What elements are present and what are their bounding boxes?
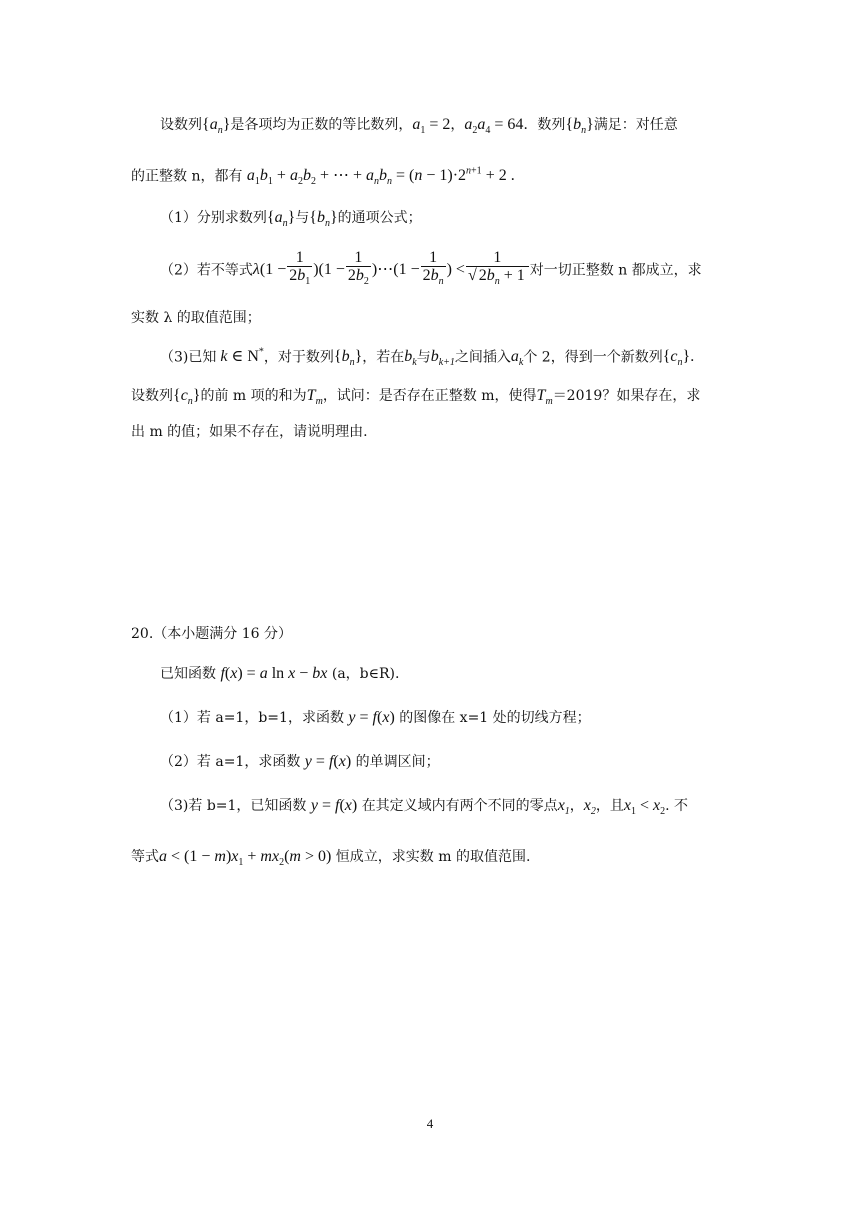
p20-part-3-line-2: [131, 847, 731, 873]
math-ak: $a_k$: [510, 348, 524, 369]
text: 之间插入: [454, 349, 511, 366]
p19-part-3-line-2: [131, 386, 731, 412]
math-ineq-m: $a < (1 - m)x_1 + mx_2(m > 0)$: [159, 848, 332, 869]
math-x1-lt-x2: $x_1 < x_2$: [623, 797, 666, 818]
text: 对一切正整数 n 都成立，求: [529, 262, 702, 279]
p19-line-1: 设数列$\{a_n\}$是各项均为正数的等比数列，$a_1 = 2$，$a_2a_4 = 64$．数列$\{b_n\}$满足：对任意: [160, 116, 678, 137]
math-seq-b: $\{b_n\}$: [565, 116, 594, 137]
text: ，试问：是否存在正整数 m，使得: [322, 388, 537, 404]
p19-part-3-line-3: [131, 422, 731, 442]
text: 与: [295, 210, 310, 226]
text: 恒成立，求实数 m 的取值范围.: [335, 849, 531, 865]
math-Tm: $T_m$: [306, 387, 323, 408]
text: （2）若不等式: [160, 262, 253, 279]
math-x2: $x_2$: [583, 797, 596, 818]
p20-part-3: （3)若 b=1，已知函数 y = f(x) 在其定义域内有两个不同的零点$x_1$，$x_2$，且$x_1 < x_2$. 不: [160, 797, 689, 818]
text: 是各项均为正数的等比数列，: [230, 117, 413, 133]
math-seq-a: $\{a_n\}$: [202, 116, 231, 137]
math-k-in-N: k ∈ N*: [220, 347, 264, 366]
math-seq-b: $\{b_n\}$: [333, 348, 363, 369]
math-seq-c: $\{c_n\}$: [173, 387, 201, 408]
text: 设数列: [131, 388, 173, 404]
text: 的单调区间；: [355, 754, 440, 770]
text: 已知函数: [160, 666, 216, 682]
text: 的前 m 项的和为: [200, 388, 307, 404]
text: （2）若 a=1，求函数: [160, 754, 301, 770]
page-number: 4: [426, 1116, 434, 1131]
text: . 不: [665, 798, 689, 814]
math-y-fx: y = f(x): [348, 709, 395, 726]
math-bk1: $b_{k+1}$: [430, 348, 455, 369]
text: 的图像在 x=1 处的切线方程；: [399, 710, 591, 726]
p20-header: 20.（本小题满分 16 分）: [131, 626, 292, 642]
math-seq-b: $\{b_n\}$: [309, 209, 338, 230]
math-seq-a: $\{a_n\}$: [266, 209, 296, 230]
math-bk: $b_k$: [404, 348, 417, 369]
math-seq-c: $\{c_n\}$.: [662, 348, 695, 369]
text: ，且: [595, 798, 624, 814]
text: （1）若 a=1，b=1，求函数: [160, 710, 344, 726]
math-y-fx: y = f(x): [304, 753, 352, 770]
p19-part-1: [160, 208, 760, 234]
p19-part-3: [160, 343, 760, 374]
p20-part-2: [160, 752, 760, 772]
p19-line-2: [131, 162, 731, 193]
text: 与: [416, 349, 431, 366]
text: 设数列: [160, 117, 202, 133]
text: （3)若 b=1，已知函数: [160, 798, 307, 814]
math-a2a4: $a_2a_4 = 64$: [464, 116, 524, 137]
math-sum: $a_1b_1 + a_2b_2$ + ⋯ + $a_nb_n = (n - 1)\cdot 2^{n+1} + 2$ .: [246, 166, 515, 188]
math-f-def: f(x) = a ln x − bx: [220, 665, 328, 682]
text: （1）分别求数列: [160, 210, 267, 226]
p19-part-2: [160, 250, 760, 291]
text: 的通项公式；: [337, 210, 422, 226]
math-a1: $a_1 = 2$: [412, 116, 451, 137]
text: 等式: [131, 849, 159, 865]
math-y-fx: y = f(x): [310, 797, 358, 814]
p20-part-1: [160, 708, 760, 728]
p19-part-2-cont: [131, 308, 731, 328]
text: ＝2019？如果存在，求: [552, 388, 701, 404]
text: 出 m 的值；如果不存在，请说明理由.: [131, 424, 368, 440]
text: 的正整数 n，都有: [131, 168, 243, 185]
math-Tm: $T_m$: [536, 387, 553, 408]
text: ，对于数列: [263, 349, 334, 366]
text: 在其定义域内有两个不同的零点: [361, 798, 558, 814]
text: （3)已知: [160, 349, 217, 366]
text: ．数列: [523, 117, 566, 133]
text: 满足：对任意: [593, 117, 678, 133]
text: ，若在: [362, 349, 405, 366]
math-inequality: λ(1 − $\frac{1}{2b_1}$ )(1 − $\frac{1}{2b_2}$ )⋯(1 − $\frac{1}{2b_n}$ ) < $\frac{1}{√ 2b_n + 1}$: [253, 261, 530, 278]
text: 个 2，得到一个新数列: [523, 349, 663, 366]
math-x1: $x_1$: [557, 797, 570, 818]
text: (a，b∈R).: [331, 666, 400, 682]
text: 实数 λ 的取值范围；: [131, 310, 261, 326]
p20-intro: [160, 664, 760, 684]
